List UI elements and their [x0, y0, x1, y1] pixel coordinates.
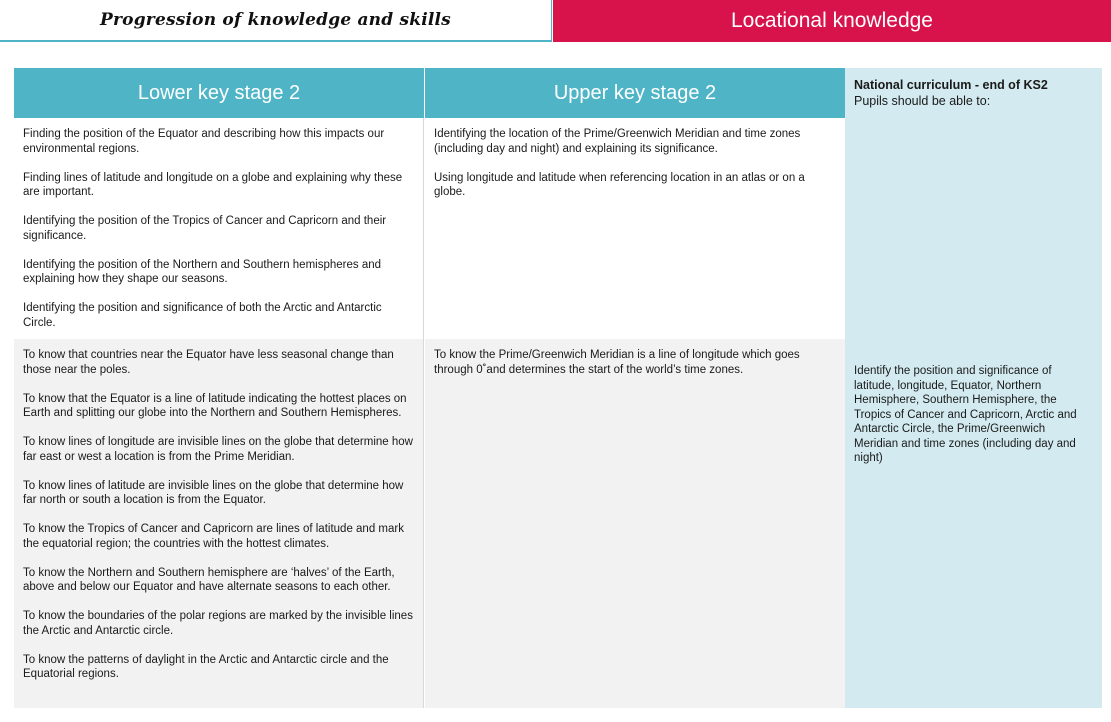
skill-item: Identifying the position and significance of both the Arctic and Antarctic Circle. — [23, 302, 382, 329]
skill-item: Finding lines of latitude and longitude on a globe and explaining why these are important. — [23, 171, 403, 198]
knowledge-item: To know the boundaries of the polar regions are marked by the invisible lines the Arctic and Antarctic circle. — [23, 610, 413, 637]
header-lower-ks2: Lower key stage 2 — [14, 68, 424, 118]
knowledge-item: To know the Northern and Southern hemisphere are ‘halves’ of the Earth, above and below our Equator and have alternate seasons to each other. — [23, 566, 395, 593]
knowledge-item: To know the patterns of daylight in the Arctic and Antarctic circle and the Equatorial regions. — [23, 653, 389, 680]
nc-statement: Identify the position and significance of latitude, longitude, Equator, Northern Hemisphere, Southern Hemisphere, the Tropics of Cancer and Capricorn, Arctic and Antarctic Circle, the Prime/Greenwich Meridian and time zones (including day and night) — [854, 365, 1077, 464]
cell-upper-skills — [425, 118, 845, 339]
cell-lower-skills — [14, 118, 424, 339]
knowledge-item: To know that the Equator is a line of latitude indicating the hottest places on Earth and splitting our globe into the Northern and Southern Hemispheres. — [23, 392, 407, 419]
progression-table — [14, 68, 1102, 708]
banner-title-box — [553, 0, 1111, 42]
cell-national-curriculum — [845, 118, 1102, 708]
page-banner — [0, 0, 1111, 42]
knowledge-item: To know the Prime/Greenwich Meridian is a line of longitude which goes through 0˚and determines the start of the world’s time zones. — [434, 349, 800, 376]
knowledge-item: To know the Tropics of Cancer and Capricorn are lines of latitude and mark the equatorial region; the countries with the hottest climates. — [23, 523, 404, 550]
header-national-curriculum — [845, 68, 1102, 118]
nc-subtitle: Pupils should be able to: — [854, 94, 991, 108]
knowledge-item: To know lines of latitude are invisible lines on the globe that determine how far north or south a location is from the Equator. — [23, 479, 404, 506]
banner-subtitle: Progression of knowledge and skills — [100, 10, 451, 30]
knowledge-item: To know lines of longitude are invisible lines on the globe that determine how far east or west a location is from the Prime Meridian. — [23, 436, 413, 463]
knowledge-item: To know that countries near the Equator have less seasonal change than those near the poles. — [23, 349, 394, 376]
cell-upper-knowledge — [425, 339, 845, 708]
skill-item: Identifying the location of the Prime/Greenwich Meridian and time zones (including day and night) and explaining its significance. — [434, 128, 801, 155]
nc-title: National curriculum - end of KS2 — [854, 78, 1048, 92]
skill-item: Finding the position of the Equator and describing how this impacts our environmental regions. — [23, 128, 385, 155]
banner-title: Locational knowledge — [731, 9, 933, 32]
banner-subtitle-box — [0, 0, 552, 42]
skill-item: Using longitude and latitude when referencing location in an atlas or on a globe. — [434, 171, 805, 198]
skill-item: Identifying the position of the Northern and Southern hemispheres and explaining how they shape our seasons. — [23, 258, 382, 285]
skill-item: Identifying the position of the Tropics of Cancer and Capricorn and their significance. — [23, 215, 387, 242]
cell-lower-knowledge — [14, 339, 424, 708]
header-upper-ks2: Upper key stage 2 — [425, 68, 845, 118]
